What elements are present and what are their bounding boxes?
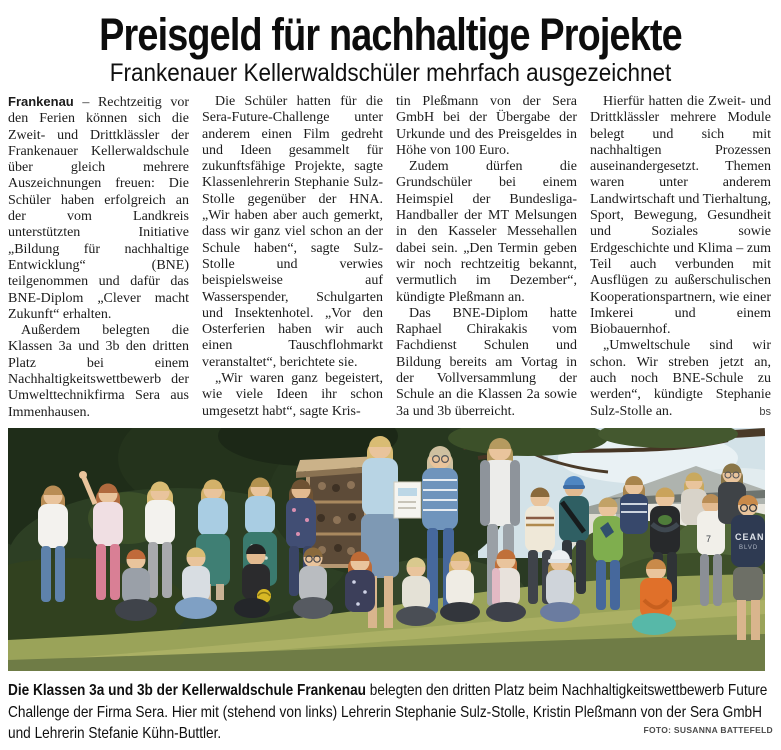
article-photo (8, 428, 765, 671)
headline: Preisgeld für nachhaltige Projekte (99, 9, 682, 60)
article-body (8, 94, 773, 424)
caption-text: Die Klassen 3a und 3b der Kellerwaldschule Frankenau belegten den dritten Platz beim Nachhaltigkeitswettbewerb Future Challenge der Firma Sera. Hier mit (stehend von links) Lehrerin Stephanie Sulz-Stolle, Kristin Pleßmann von der Sera GmbH und Lehrerin Stefanie Kühn-Buttler. (8, 682, 768, 742)
article-column-3 (396, 94, 577, 424)
paragraph: Zudem dürfen die Grundschüler bei einem Heimspiel der Bundesliga-Handballer der MT Melsungen in den Kasseler Messehallen dabei sein. „Den Termin geben wir noch rechtzeitig bekannt, vermutlich im Dezember“, kündigte Pleßmann an. (396, 159, 577, 305)
ocean-shirt-text: CEAN (735, 532, 765, 542)
ocean-shirt-text: BLVD (739, 545, 759, 551)
photo-scene (8, 428, 765, 671)
article-column-1 (8, 94, 189, 424)
paragraph: Das BNE-Diplom hatte Raphael Chirakakis vom Fachdienst Schulen und Bildung bereits am Vortag in der Vollversammlung der Schule an die Klassen 2a sowie 3a und 3b überreicht. (396, 305, 577, 419)
author-initials: bs (759, 405, 771, 418)
article-column-2 (202, 94, 383, 424)
caption-lead: Die Klassen 3a und 3b der Kellerwaldschule Frankenau (8, 682, 367, 699)
paragraph: Hierfür hatten die Zweit- und Drittklässler mehrere Module belegt und sich mit nachhaltigen Prozessen auseinandergesetzt. Themen waren unter anderem Landwirtschaft und Tierhaltung, Sport, Bewegung, Gesundheit und Soziales sowie Erdgeschichte und Klima – zum Teil auch verbunden mit Ausflügen zu außerschulischen Kooperationspartnern, wie einer Imkerei und einem Biobauernhof. (590, 94, 771, 338)
paragraph: tin Pleßmann von der Sera GmbH bei der Übergabe der Urkunde und des Preisgeldes in Höhe von 100 Euro. (396, 94, 577, 158)
article-column-4 (590, 94, 771, 424)
subheadline: Frankenauer Kellerwaldschüler mehrfach ausgezeichnet (109, 59, 672, 87)
photo-caption (8, 680, 773, 750)
paragraph: Die Schüler hatten für die Sera-Future-Challenge unter anderem einen Film gedreht und Ideen gesammelt für zukunftsfähige Projekte, sagte Klassenlehrerin Stephanie Sulz-Stolle gegenüber der HNA. „Wir haben aber auch gemerkt, dass wir ganz viel schon an der Schule haben“, sagte Sulz-Stolle und verwies beispielsweise auf Wasserspender, Schulgarten und Insektenhotel. „Vor den Osterferien haben wir auch einen Tauschflohmarkt veranstaltet“, berichtete sie. (202, 94, 383, 370)
certificate (394, 482, 421, 518)
photo-credit: FOTO: SUSANNA BATTEFELD (643, 725, 773, 735)
paragraph: „Wir waren ganz begeistert, wie viele Ideen ihr schon umgesetzt habt“, sagte Kris- (202, 371, 383, 419)
dateline: Frankenau (8, 94, 74, 109)
paragraph: „Umweltschule sind wir schon. Wir streben jetzt an, auch noch BNE-Schule zu werden“, kündigte Stephanie Sulz-Stolle an. bs (590, 338, 771, 419)
paragraph: Frankenau – Rechtzeitig vor den Ferien können sich die Zweit- und Drittklässler der Frankenauer Kellerwaldschule über gleich mehrere Auszeichnungen freuen: Die Schüler haben erfolgreich an der vom Landkreis unterstützten Initiative „Bildung für nachhaltige Entwicklung“ (BNE) teilgenommen und dafür das BNE-Diplom „Clever macht Zukunft“ erhalten. (8, 94, 189, 322)
svg-text:7: 7 (706, 534, 712, 544)
paragraph: Außerdem belegten die Klassen 3a und 3b den dritten Platz bei einem Nachhaltigkeitswettbewerb der Umwelttechnikfirma Sera aus Immenhausen. (8, 323, 189, 420)
